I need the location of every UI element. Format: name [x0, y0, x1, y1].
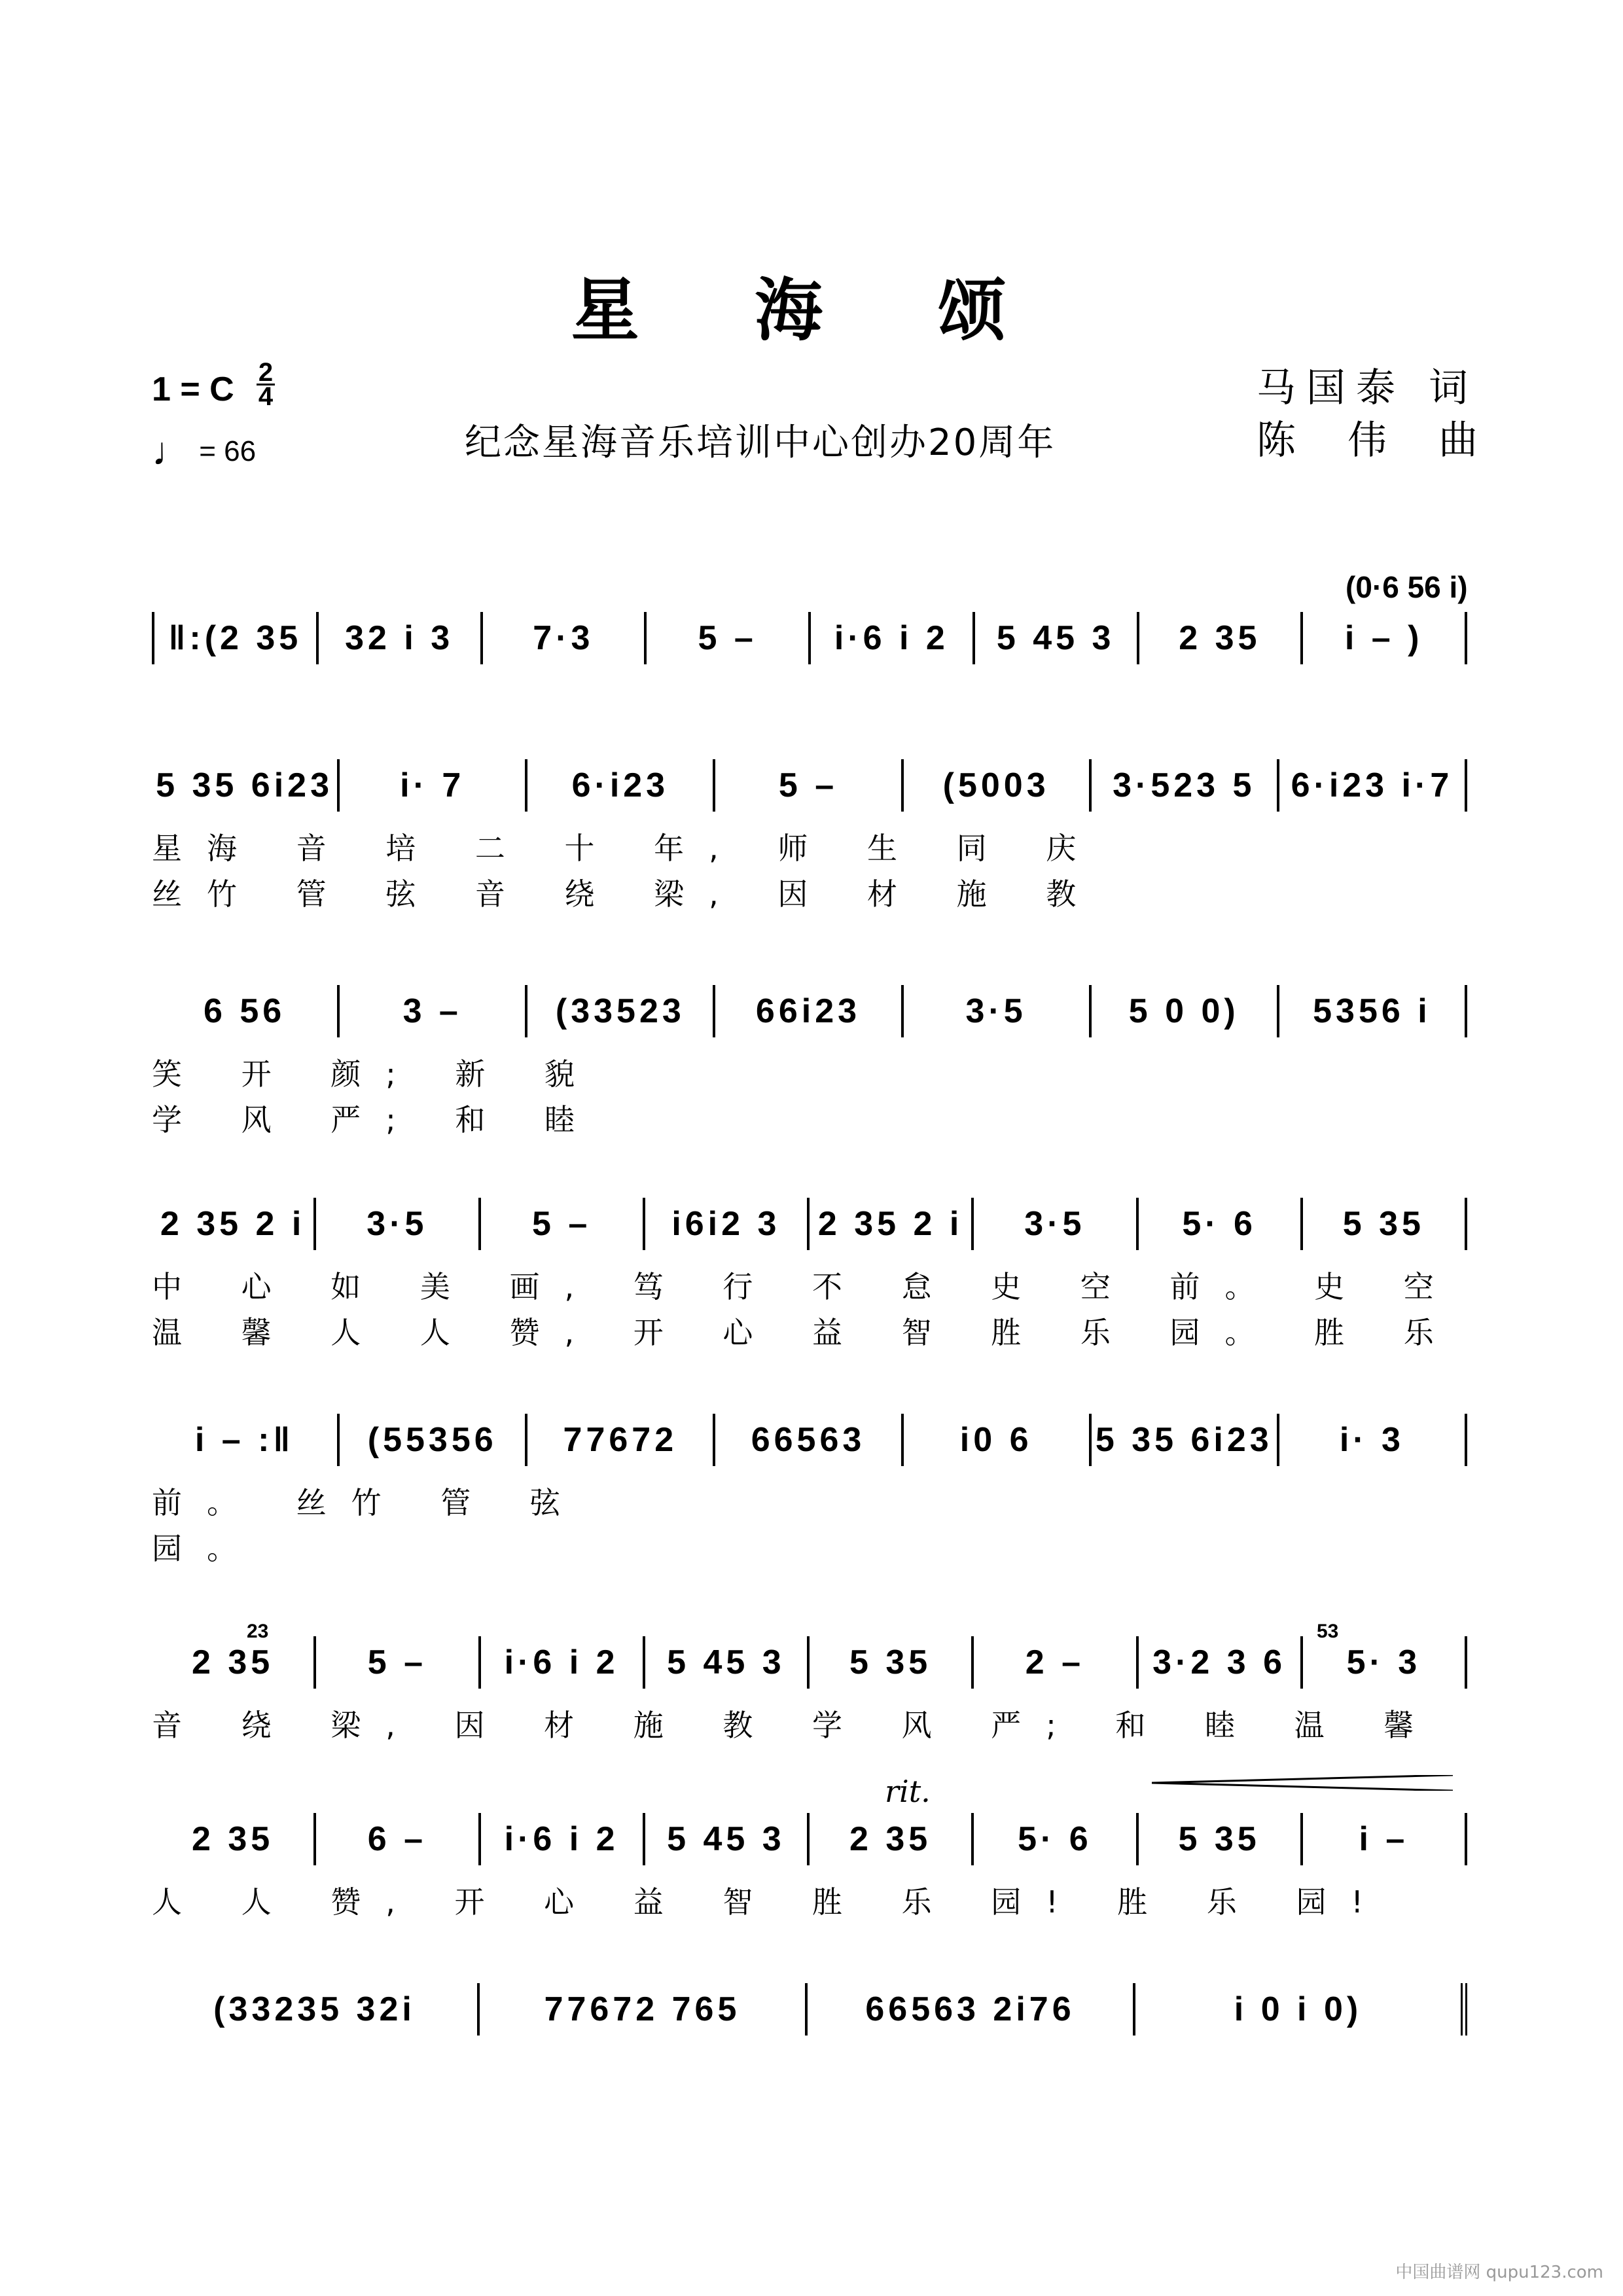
measure: i – :‖ — [152, 1414, 340, 1466]
measure: i – ) — [1303, 612, 1467, 664]
measure: 5· 6 — [974, 1813, 1138, 1865]
lyric-line-1: 前。 丝竹 管 弦 — [152, 1485, 585, 1520]
notation-row — [152, 1198, 1467, 1250]
measure: 3·5 — [904, 985, 1092, 1037]
measure: 2 35 — [152, 1636, 316, 1689]
measure: i·6 i 2 — [481, 1636, 645, 1689]
lyricist-credit: 马国泰 词 — [1257, 365, 1479, 411]
measure: 66563 2i76 — [808, 1983, 1135, 2036]
subtitle: 纪念星海音乐培训中心创办20周年 — [465, 422, 1056, 464]
lyric-line-1: 星海 音 培 二 十 年, 师 生 同 庆 — [152, 831, 1101, 866]
measure: 5 – — [715, 759, 903, 812]
time-signature — [257, 358, 275, 411]
notation-row — [152, 1636, 1467, 1689]
measure: 66i23 — [715, 985, 903, 1037]
measure: 5 35 — [810, 1636, 974, 1689]
measure: (5003 — [904, 759, 1092, 812]
measure: 5 0 0) — [1092, 985, 1279, 1037]
measure: 3 – — [340, 985, 527, 1037]
measure: 5 – — [647, 612, 811, 664]
measure: 5 35 — [1303, 1198, 1467, 1250]
measure: 5· 3 — [1303, 1636, 1467, 1689]
measure: 5 45 3 — [645, 1636, 810, 1689]
measure: 77672 — [527, 1414, 715, 1466]
measure: 3·5 — [316, 1198, 480, 1250]
measure: (33523 — [527, 985, 715, 1037]
lyric-line-1: 笑 开 颜; 新 貌 — [152, 1056, 599, 1092]
time-signature-top: 2 — [258, 358, 274, 387]
measure: 2 35 — [152, 1813, 316, 1865]
time-signature-bottom: 4 — [258, 382, 274, 411]
lyric-line-2: 丝竹 管 弦 音 绕 梁, 因 材 施 教 — [152, 876, 1101, 912]
watermark-logo: 中国曲谱网 qupu123.com — [1395, 2263, 1603, 2282]
notation-row — [152, 759, 1467, 812]
notation-row — [152, 1983, 1467, 2036]
measure: 5 35 6i23 — [1092, 1414, 1279, 1466]
measure: i·6 i 2 — [811, 612, 975, 664]
measure: i – — [1303, 1813, 1467, 1865]
measure: i· 7 — [340, 759, 527, 812]
measure: 3·5 — [974, 1198, 1138, 1250]
measure: i0 6 — [904, 1414, 1092, 1466]
lyric-line-2: 温 馨 人 人 赞, 开 心 益 智 胜 乐 园。 胜 乐 — [152, 1315, 1459, 1350]
quarter-note-icon: ♩ — [152, 429, 191, 473]
composer-part: 伟 — [1347, 418, 1387, 463]
measure: 2 35 — [810, 1813, 974, 1865]
notation-row — [152, 1813, 1467, 1865]
measure: 5 35 — [1139, 1813, 1303, 1865]
measure: ‖:(2 35 — [152, 612, 319, 664]
measure: i· 3 — [1279, 1414, 1467, 1466]
composer-credit — [1257, 409, 1517, 465]
measure: 6·i23 i·7 — [1279, 759, 1467, 812]
grace-note: 53 — [1317, 1621, 1339, 1642]
measure: 5356 i — [1279, 985, 1467, 1037]
measure: 5 45 3 — [975, 612, 1139, 664]
measure: 77672 765 — [480, 1983, 808, 2036]
pickup-notes: (0·6 56 i) — [1346, 570, 1468, 604]
song-title: 星 海 颂 — [571, 270, 1052, 350]
measure: 5· 6 — [1139, 1198, 1303, 1250]
tempo-value: = 66 — [199, 435, 257, 467]
measure: i6i2 3 — [645, 1198, 810, 1250]
lyric-line-1: 中 心 如 美 画, 笃 行 不 怠 史 空 前。 史 空 — [152, 1269, 1459, 1304]
tempo-marking — [152, 429, 256, 474]
measure: 2 35 2 i — [152, 1198, 316, 1250]
measure: 6·i23 — [527, 759, 715, 812]
measure: i·6 i 2 — [481, 1813, 645, 1865]
notation-row — [152, 1414, 1467, 1466]
measure: 6 – — [316, 1813, 480, 1865]
measure: 2 35 — [1139, 612, 1304, 664]
lyric-line-1: 音 绕 梁, 因 材 施 教 学 风 严; 和 睦 温 馨 — [152, 1708, 1439, 1743]
measure: 2 35 2 i — [810, 1198, 974, 1250]
measure: 5 – — [316, 1636, 480, 1689]
measure: 5 35 6i23 — [152, 759, 340, 812]
measure: 5 – — [481, 1198, 645, 1250]
measure: i 0 i 0) — [1135, 1983, 1467, 2036]
measure: 66563 — [715, 1414, 903, 1466]
lyric-line-2: 学 风 严; 和 睦 — [152, 1102, 599, 1138]
measure: 3·2 3 6 — [1139, 1636, 1303, 1689]
measure: 3·523 5 — [1092, 759, 1279, 812]
grace-note: 23 — [247, 1621, 269, 1642]
ritardando-mark: rit. — [885, 1774, 931, 1809]
notation-row — [152, 612, 1467, 664]
crescendo-hairpin-icon — [1152, 1775, 1453, 1791]
measure: 2 – — [974, 1636, 1138, 1689]
measure: 6 56 — [152, 985, 340, 1037]
lyric-line-1: 人 人 赞, 开 心 益 智 胜 乐 园! 胜 乐 园! — [152, 1884, 1388, 1920]
composer-part: 曲 — [1438, 418, 1478, 463]
key-signature: 1 = C — [152, 370, 234, 408]
lyric-line-2: 园。 — [152, 1531, 262, 1566]
measure: (33235 32i — [152, 1983, 480, 2036]
measure: 5 45 3 — [645, 1813, 810, 1865]
measure: 7·3 — [483, 612, 647, 664]
measure: (55356 — [340, 1414, 527, 1466]
notation-row — [152, 985, 1467, 1037]
measure: 32 i 3 — [319, 612, 483, 664]
composer-part: 陈 — [1257, 418, 1296, 463]
